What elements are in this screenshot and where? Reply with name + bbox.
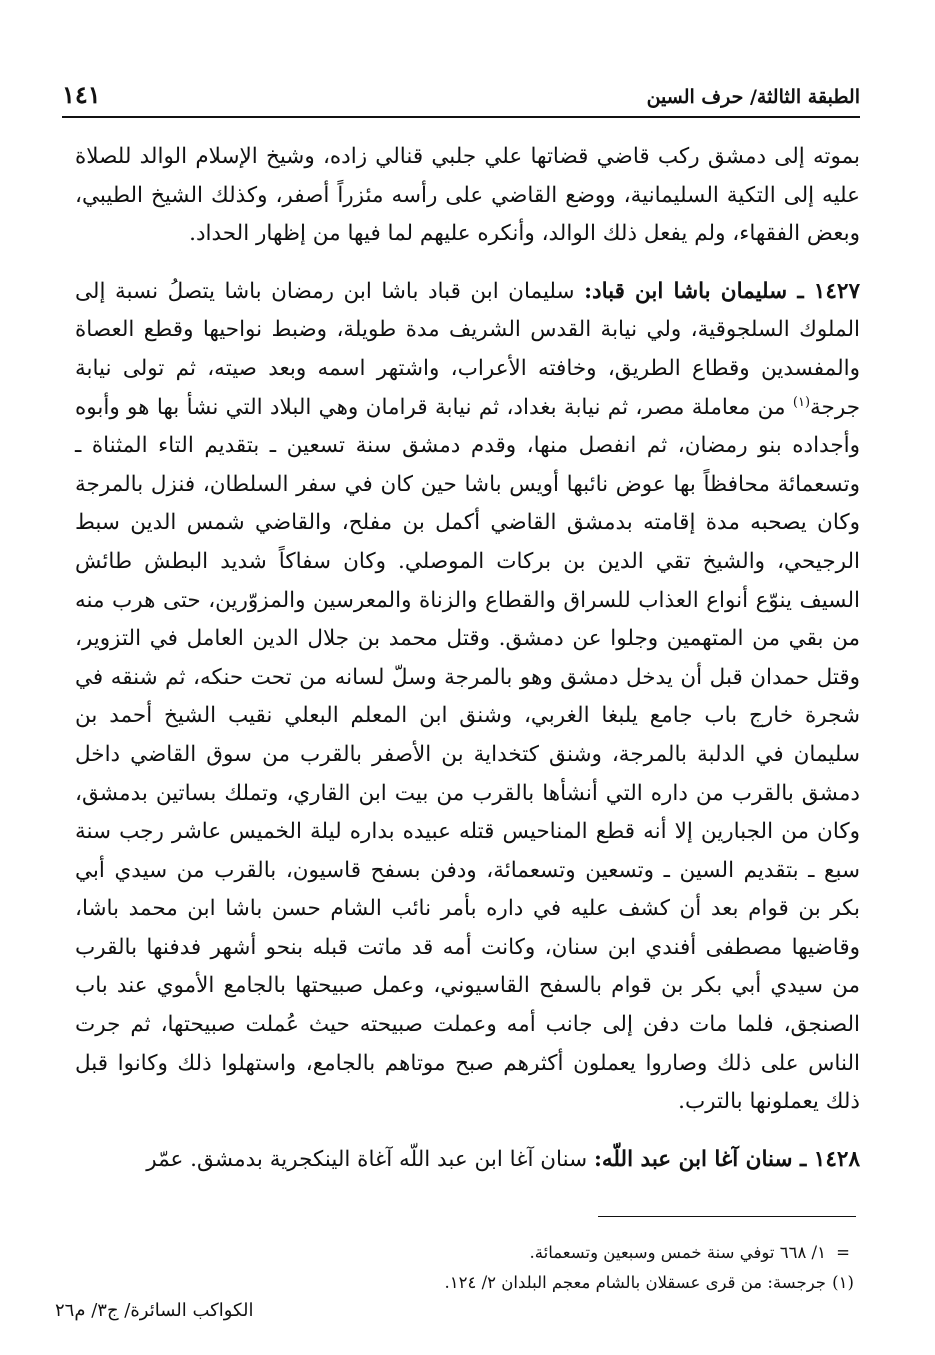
header-rule	[62, 116, 860, 118]
footnote-reference: (١)	[792, 394, 811, 410]
main-text	[75, 138, 860, 1179]
paragraph-text: بموته إلى دمشق ركب قاضي قضاتها علي جلبي قنالي زاده، وشيخ الإسلام الوالد للصلاة عليه إلى التكية السليمانية، ووضع القاضي على رأسه مئزراً أصفر، وكذلك الشيخ الطيبي، وبعض الفقهاء، ولم يفعل ذلك الوالد، وأنكره عليهم لما فيها من إظهار الحداد.	[75, 144, 860, 247]
footnote-item	[75, 1238, 860, 1268]
entry-1427	[75, 273, 860, 1122]
entry-text-after-ref: من معاملة مصر، ثم نيابة بغداد، ثم نيابة قرامان وهي البلاد التي نشأ بها هو وأبوه وأجداده بنو رمضان، ثم انفصل منها، وقدم دمشق سنة تسعين ـ بتقديم التاء المثناة ـ وتسعمائة محافظاً بها عوض نائبها أويس باشا حين كان في سفر السلطان، فنزل بالمرجة وكان يصحبه مدة إقامته بدمشق القاضي أكمل بن مفلح، والقاضي شمس الدين سبط الرجيحي، والشيخ تقي الدين بن بركات الموصلي. وكان سفاكاً شديد البطش طائش السيف ينوّع أنواع العذاب للسراق والقطاع والزناة والمعرسين والمزوّرين، حتى هرب منه من بقي من المتهمين وجلوا عن دمشق. وقتل محمد بن جلال الدين العامل في التزوير، وقتل حمدان قبل أن يدخل دمشق وهو بالمرجة وسلّ لسانه من تحت حنكه، ثم شنقه في شجرة خارج باب جامع يلبغا الغربي، وشنق ابن المعلم البعلي نقيب الشيخ أحمد بن سليمان في الدلبة بالمرجة، وشنق كتخداية بن الأصفر بالقرب من سوق القاضي داخل دمشق بالقرب من داره التي أنشأها بالقرب من بيت ابن القاري، وتملك بساتين بدمشق، وكان من الجبارين إلا أنه قطع المناحيس قتله عبيده بداره ليلة الخميس عاشر رجب سنة سبع ـ بتقديم السين ـ وتسعين وتسعمائة، ودفن بسفح قاسيون، بالقرب من سيدي أبي بكر بن قوام بعد أن كشف عليه في داره بأمر نائب الشام حسن باشا ابن محمد باشا، وقاضيها مصطفى أفندي ابن سنان، وكانت أمه قد ماتت قبله بنحو أشهر فدفنها بالقرب من سيدي أبي بكر بن قوام بالسفح القاسيوني، وعمل صبيحتها بالجامع الأموي عند باب الصنجق، فلما مات دفن إلى جانب أمه وعملت صبيحته حيث عُملت صبيحتها، ثم جرت الناس على ذلك وصاروا يعملون أكثرهم صبح موتاهم بالجامع، واستهلوا ذلك وكانوا قبل ذلك يعملونها بالترب.	[75, 394, 860, 1115]
footnote-item	[75, 1268, 860, 1298]
footnote-mark: (١)	[832, 1273, 854, 1292]
footnotes	[75, 1238, 860, 1298]
entry-text-before-ref: سليمان ابن قباد باشا ابن رمضان باشا يتصلُ نسبة إلى الملوك السلجوقية، ولي نيابة القدس الشريف مدة طويلة، وضبط نواحيها وقطع العصاة والمفسدين وقطاع الطريق، وخافته الأعراب، واشتهر اسمه وبعد صيته، ثم تولى نيابة جرجة	[75, 278, 860, 420]
entry-heading: ١٤٢٨ ـ سنان آغا ابن عبد اللّه:	[593, 1146, 860, 1172]
page-header	[62, 80, 860, 114]
entry-heading: ١٤٢٧ ـ سليمان باشا ابن قباد:	[584, 278, 860, 304]
running-title: الطبقة الثالثة/ حرف السين	[646, 86, 860, 108]
footnote-mark: =	[836, 1243, 850, 1262]
entry-1428	[75, 1141, 860, 1180]
footnote-text: ١/ ٦٦٨ توفي سنة خمس وسبعين وتسعمائة.	[529, 1243, 826, 1262]
entry-text: سنان آغا ابن عبد اللّه آغاة الينكجرية بدمشق. عمّر	[146, 1146, 594, 1172]
footnote-text: جرجسة: من قرى عسقلان بالشام معجم البلدان ٢/ ١٢٤.	[444, 1273, 826, 1292]
footnote-rule	[598, 1216, 856, 1217]
page-number: ١٤١	[62, 80, 101, 109]
printer-signature: الكواكب السائرة/ ج٣/ م٢٦	[55, 1300, 254, 1321]
paragraph-continuation	[75, 138, 860, 254]
